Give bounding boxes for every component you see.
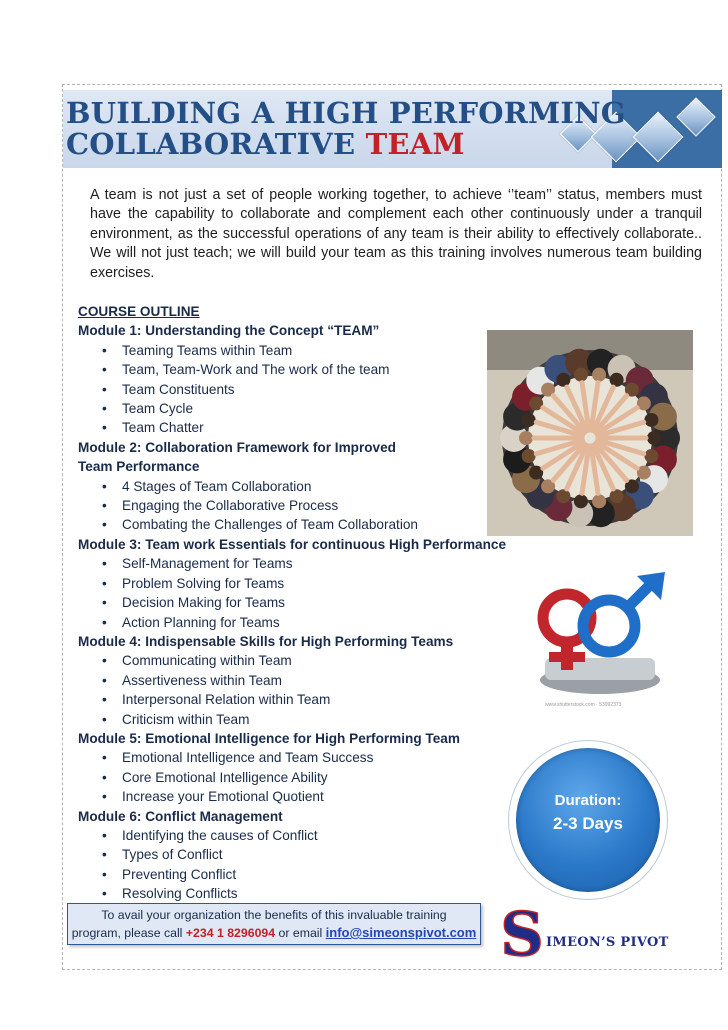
title-accent: TEAM	[365, 127, 465, 161]
topic-item: • Types of Conflict	[78, 845, 558, 864]
duration-value: 2-3 Days	[553, 814, 623, 833]
module-list	[78, 321, 558, 903]
watermark-text: www.shutterstock.com · 53992373	[545, 702, 622, 708]
topic-item: • Criticism within Team	[78, 710, 558, 729]
topic-item: • Decision Making for Teams	[78, 593, 558, 612]
topic-item: • Resolving Conflicts	[78, 884, 558, 903]
topic-item: • Team, Team-Work and The work of the team	[78, 360, 558, 379]
module-heading: Module 2: Collaboration Framework for Improved Team Performance	[78, 439, 396, 475]
page-title	[66, 98, 626, 160]
module-heading: Module 1: Understanding the Concept “TEAM”	[78, 323, 380, 339]
module-topics	[78, 826, 558, 904]
topic-item: • Team Chatter	[78, 418, 558, 437]
gender-symbols-image	[505, 570, 685, 710]
topic-item: • Engaging the Collaborative Process	[78, 496, 558, 515]
logo-text: IMEON’S PIVOT	[546, 935, 669, 950]
module-topics	[78, 651, 558, 729]
team-photo	[487, 330, 693, 536]
topic-item: • Combating the Challenges of Team Collaboration	[78, 515, 558, 534]
topic-item: • Preventing Conflict	[78, 865, 558, 884]
topic-item: • Team Cycle	[78, 399, 558, 418]
outline-caption: COURSE OUTLINE	[78, 304, 200, 319]
topic-item: • Team Constituents	[78, 380, 558, 399]
course-outline	[78, 302, 558, 904]
module-heading: Module 6: Conflict Management	[78, 808, 283, 824]
topic-item: • Identifying the causes of Conflict	[78, 826, 558, 845]
topic-item: • Communicating within Team	[78, 651, 558, 670]
duration-label: Duration:	[554, 792, 622, 809]
contact-line-1: To avail your organization the benefits of this invaluable training	[101, 908, 447, 922]
title-line-1: BUILDING A HIGH PERFORMING	[66, 96, 626, 130]
module-topics	[78, 554, 558, 632]
title-line-2	[66, 129, 626, 160]
phone-number[interactable]: +234 1 8296094	[185, 926, 276, 940]
contact-prefix: program, please call	[71, 926, 186, 940]
contact-mid: or email	[275, 926, 326, 940]
topic-item: • Self-Management for Teams	[78, 554, 558, 573]
topic-item: • Core Emotional Intelligence Ability	[78, 768, 558, 787]
topic-item: • Problem Solving for Teams	[78, 574, 558, 593]
topic-item: • 4 Stages of Team Collaboration	[78, 477, 558, 496]
topic-item: • Interpersonal Relation within Team	[78, 690, 558, 709]
topic-item: • Increase your Emotional Quotient	[78, 787, 558, 806]
contact-line-2	[68, 924, 480, 942]
logo-letter: S	[500, 903, 544, 961]
email-link[interactable]: info@simeonspivot.com	[325, 925, 477, 940]
module-heading: Module 3: Team work Essentials for continuous High Performance	[78, 536, 507, 552]
contact-box	[67, 903, 481, 945]
module-topics	[78, 477, 558, 535]
topic-item: • Assertiveness within Team	[78, 671, 558, 690]
module-topics	[78, 748, 558, 806]
title-line-2-main: COLLABORATIVE	[66, 127, 366, 161]
module-topics	[78, 341, 558, 438]
topic-item: • Teaming Teams within Team	[78, 341, 558, 360]
intro-paragraph: A team is not just a set of people working together, to achieve ‘’team’’ status, members must have the capability to collaborate and complement each other continuously under a tranquil environment, as the successful operations of any team is their ability to effectively collaborate.. We will not just teach; we will build your team as this training involves numerous team building exercises.	[90, 187, 702, 281]
module-heading: Module 4: Indispensable Skills for High Performing Teams	[78, 633, 454, 649]
topic-item: • Action Planning for Teams	[78, 613, 558, 632]
module-heading: Module 5: Emotional Intelligence for High Performing Team	[78, 730, 460, 746]
topic-item: • Emotional Intelligence and Team Success	[78, 748, 558, 767]
logo-s-icon	[498, 903, 546, 961]
